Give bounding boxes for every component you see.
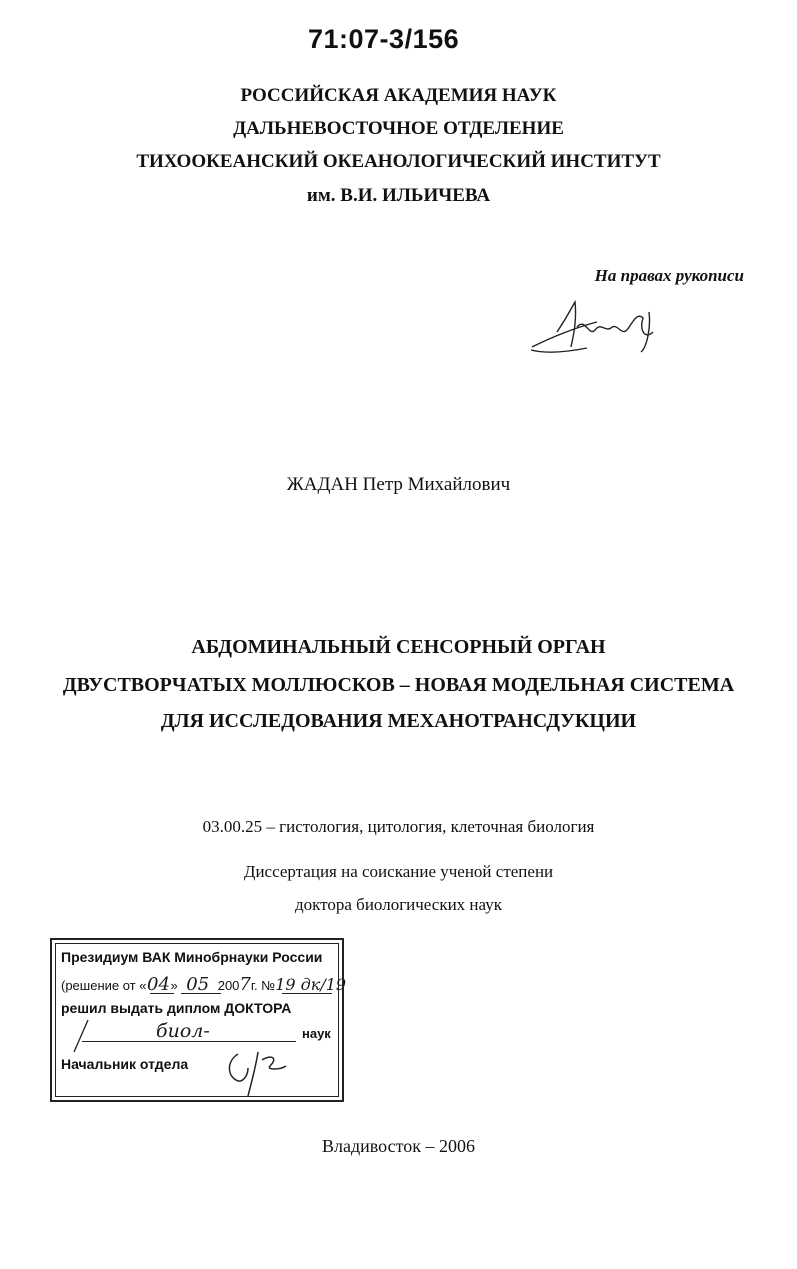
manuscript-rights-note: На правах рукописи — [594, 266, 744, 285]
dissertation-title-line-2: ДВУСТВОРЧАТЫХ МОЛЛЮСКОВ – НОВАЯ МОДЕЛЬНАЯ СИСТЕМА — [62, 674, 735, 696]
stamp-head-label: Начальник отдела — [61, 1056, 189, 1072]
dissertation-title-line-3: ДЛЯ ИССЛЕДОВАНИЯ МЕХАНОТРАНСДУКЦИИ — [160, 710, 637, 732]
stamp-year-prefix: 200 — [217, 978, 240, 993]
archive-code-number: 71:07-3/156 — [308, 24, 460, 54]
stamp-year-digit: 7 — [239, 974, 251, 995]
stamp-handwritten-slash — [66, 1018, 96, 1054]
stamp-head-signature — [222, 1040, 302, 1102]
author-signature — [527, 292, 677, 362]
org-institute: ТИХООКЕАНСКИЙ ОКЕАНОЛОГИЧЕСКИЙ ИНСТИТУТ — [136, 151, 661, 172]
stamp-decision-prefix: (решение от « — [61, 978, 147, 993]
org-branch: ДАЛЬНЕВОСТОЧНОЕ ОТДЕЛЕНИЕ — [233, 118, 564, 139]
org-academy: РОССИЙСКАЯ АКАДЕМИЯ НАУК — [240, 85, 557, 106]
dissertation-title-line-1: АБДОМИНАЛЬНЫЙ СЕНСОРНЫЙ ОРГАН — [191, 636, 606, 658]
specialty-code: 03.00.25 – гистология, цитология, клеточная биология — [202, 817, 595, 836]
stamp-decision-line — [61, 974, 346, 995]
stamp-year-suffix: г. № — [250, 978, 276, 993]
stamp-day: 04 — [147, 974, 170, 995]
org-institute-name: им. В.И. ИЛЬИЧЕВА — [306, 185, 491, 206]
stamp-mid-quote: » — [170, 978, 178, 993]
vak-approval-stamp — [50, 938, 347, 1102]
city-year: Владивосток – 2006 — [322, 1136, 475, 1156]
stamp-decision-number: 19 дк/19 — [275, 975, 347, 994]
stamp-month: 05 — [186, 974, 210, 995]
stamp-science-handwritten: биол- — [156, 1020, 210, 1042]
author-name: ЖАДАН Петр Михайлович — [286, 474, 511, 495]
stamp-science-suffix: наук — [302, 1026, 331, 1041]
degree-line-1: Диссертация на соискание ученой степени — [243, 862, 554, 881]
stamp-presidium-line: Президиум ВАК Минобрнауки России — [61, 949, 323, 965]
degree-line-2: доктора биологических наук — [295, 895, 502, 914]
stamp-diploma-line: решил выдать диплом ДОКТОРА — [61, 1000, 292, 1016]
